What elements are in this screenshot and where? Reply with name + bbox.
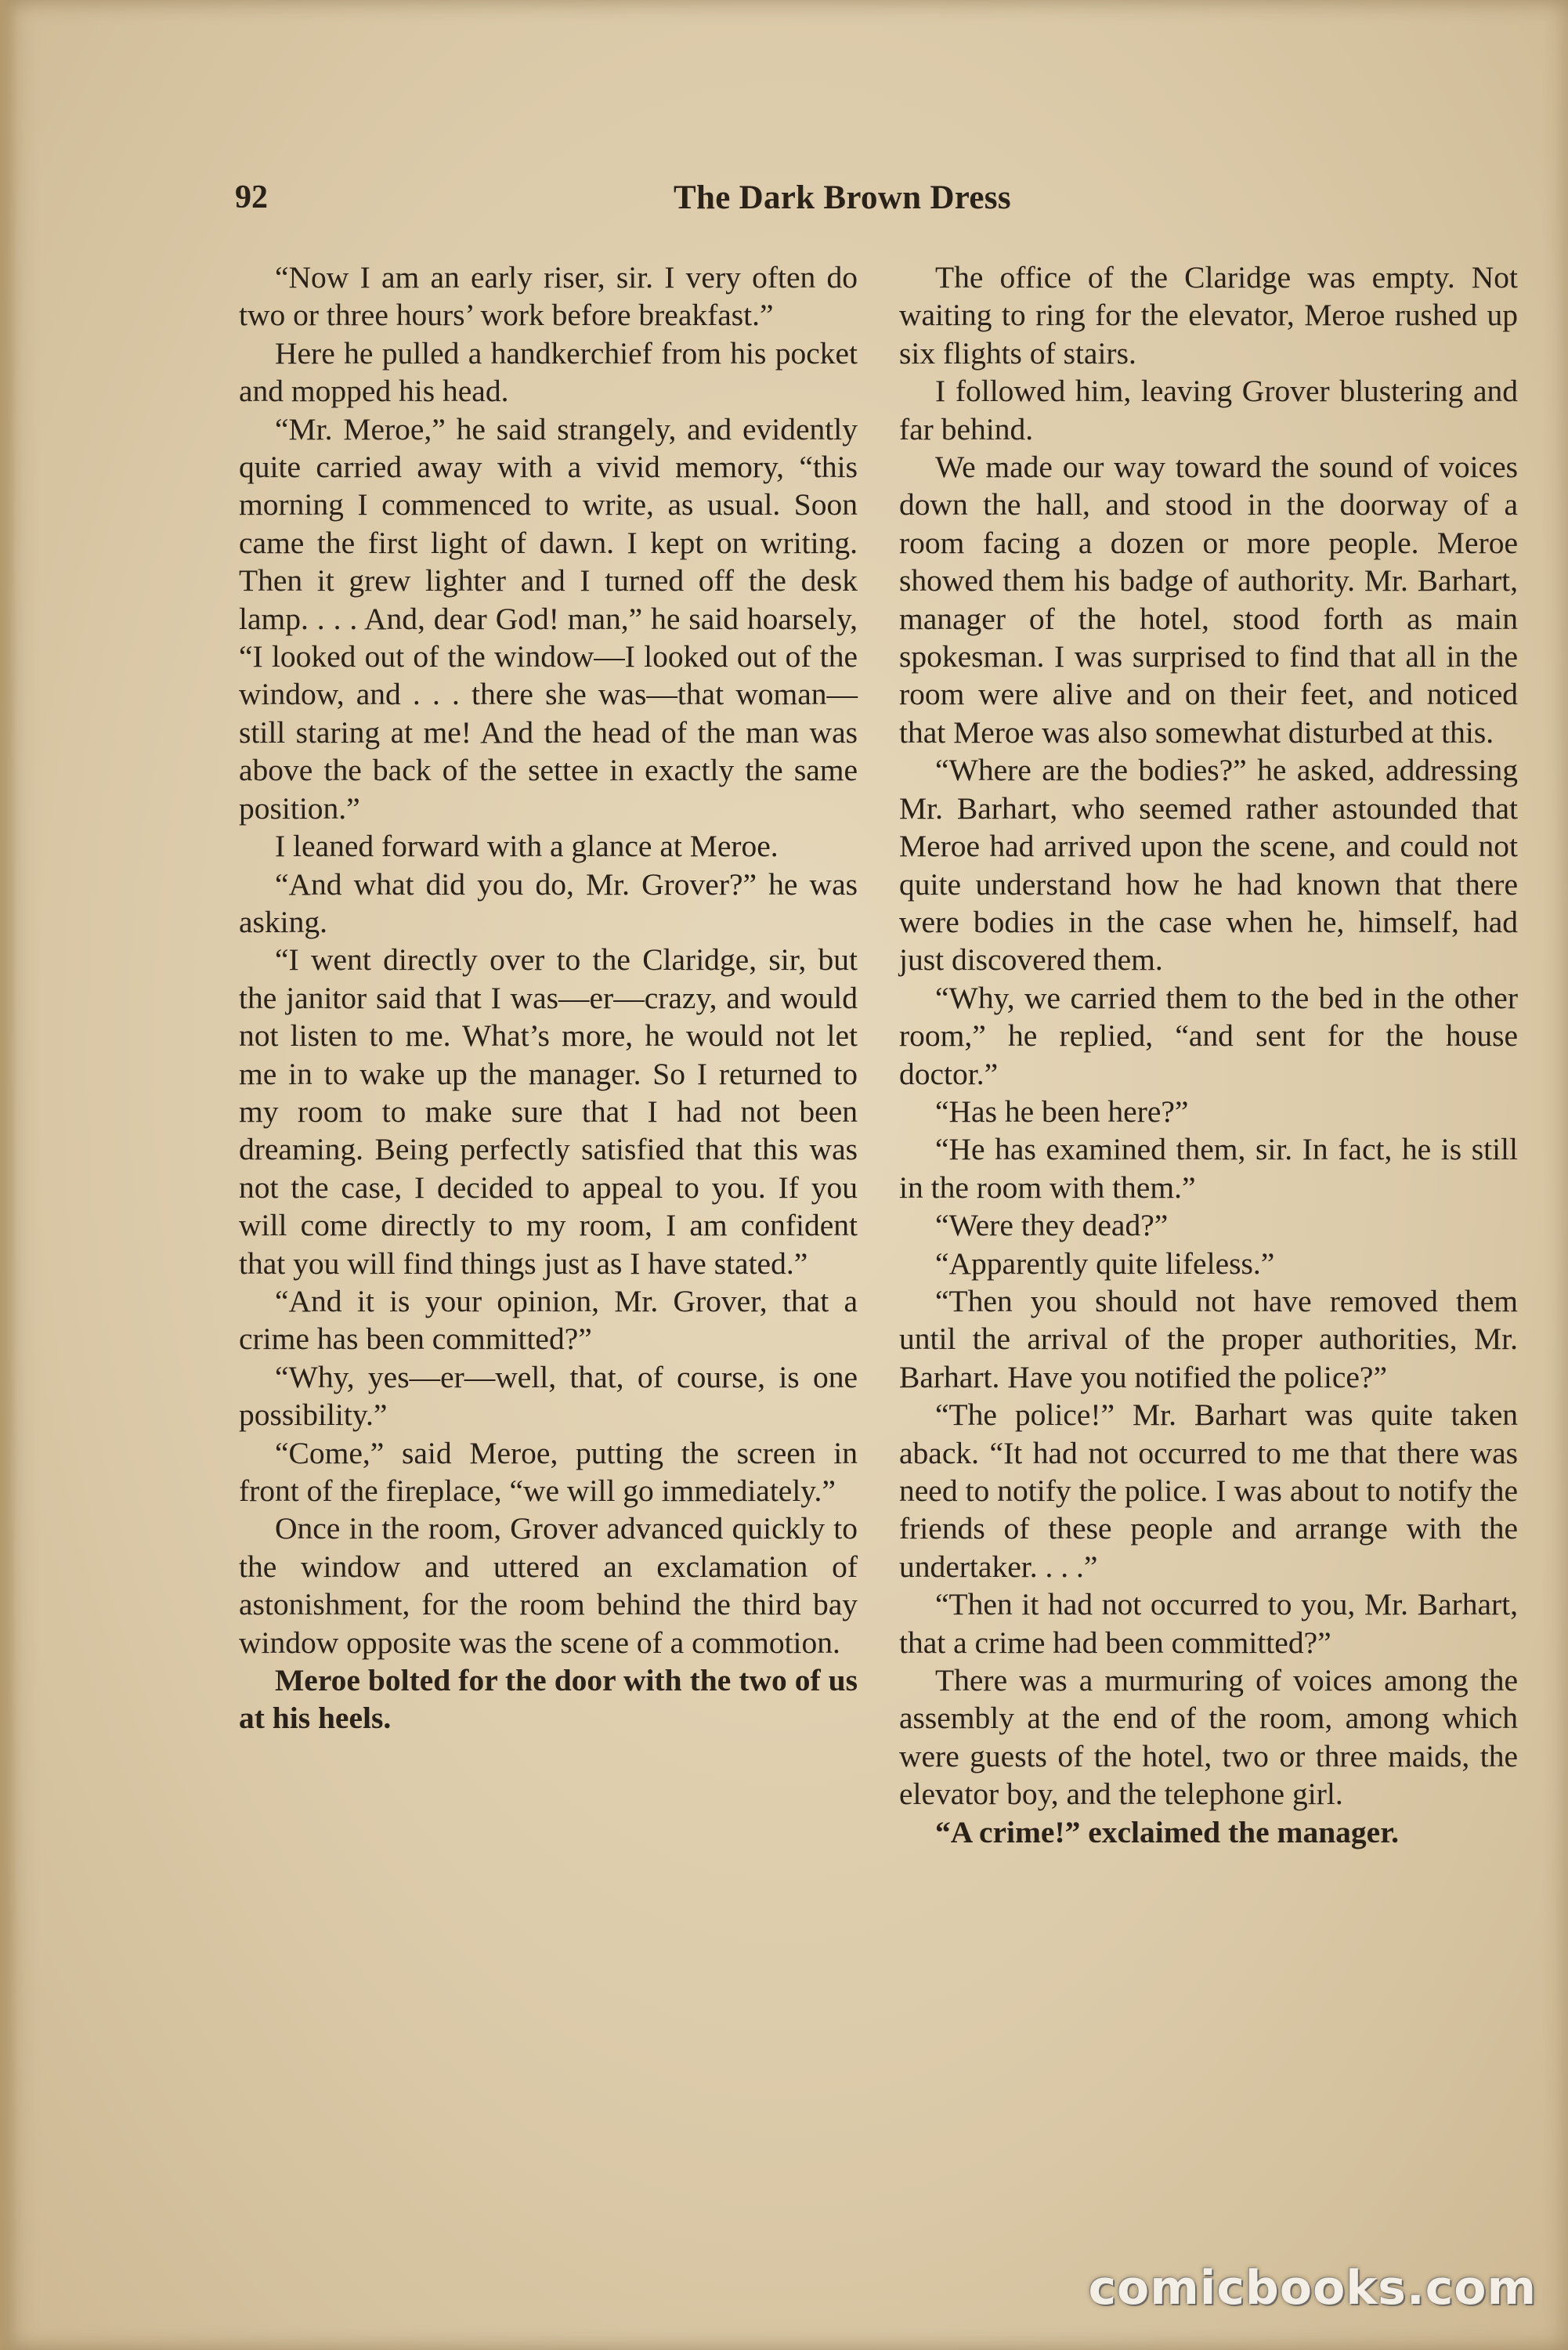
paragraph: “Come,” said Meroe, putting the screen in front of the fireplace, “we will go immediately.” [239,1435,858,1508]
paragraph: “And what did you do, Mr. Grover?” he was asking. [239,866,858,939]
paragraph: “Has he been here?” [935,1094,1189,1129]
paragraph: Here he pulled a handkerchief from his pocket and mopped his head. [239,335,858,409]
paragraph: “Why, yes—er—well, that, of course, is one possibility.” [239,1359,858,1433]
paragraph: “I went directly over to the Claridge, sir, but the janitor said that I was—er—crazy, and would not listen to me. What’s more, he would not let me in to wake up the manager. So I returned to my room to make sure that I had not been dreaming. Being perfectly satisfied that this was not the case, I decided to appeal to you. If you will come directly to my room, I am confident that you will find things just as I have stated.” [239,942,858,1281]
paragraph: “Mr. Meroe,” he said strangely, and evidently quite carried away with a vivid memory, “this morning I commenced to write, as usual. Soon came the first light of dawn. I kept on writing. Then it grew lighter and I turned off the desk lamp. . . . And, dear God! man,” he said hoarsely, “I looked out of the window—I looked out of the window, and . . . there she was—that woman—still staring at me! And the head of the man was above the back of the settee in exactly the same position.” [239,411,858,826]
page-number: 92 [235,179,268,215]
paragraph: “And it is your opinion, Mr. Grover, that a crime has been committed?” [239,1283,858,1357]
paragraph: “He has examined them, sir. In fact, he is still in the room with them.” [899,1132,1518,1205]
paragraph: I leaned forward with a glance at Meroe. [275,829,779,864]
running-title: The Dark Brown Dress [674,179,1011,216]
paragraph: “Were they dead?” [935,1208,1169,1243]
right-column [899,258,1518,1851]
paragraph: We made our way toward the sound of voices down the hall, and stood in the doorway of a room facing a dozen or more people. Meroe showed them his badge of authority. Mr. Barhart, manager of the hotel, stood forth as main spokesman. I was surprised to find that all in the room were alive and on their feet, and noticed that Meroe was also somewhat disturbed at this. [899,450,1518,750]
paragraph: There was a murmuring of voices among the assembly at the end of the room, among which were guests of the hotel, two or three maids, the elevator boy, and the telephone girl. [899,1663,1518,1812]
paragraph: “Then you should not have removed them until the arrival of the proper authorities, Mr. Barhart. Have you notified the police?” [899,1283,1518,1394]
left-column [239,258,858,1737]
paragraph: “Then it had not occurred to you, Mr. Barhart, that a crime had been committed?” [899,1587,1518,1660]
paragraph: Once in the room, Grover advanced quickly to the window and uttered an exclamation of astonishment, for the room behind the third bay window opposite was the scene of a commotion. [239,1511,858,1660]
paragraph: “The police!” Mr. Barhart was quite taken aback. “It had not occurred to me that there was need to notify the police. I was about to notify the friends of these people and arrange with the undertaker. . . .” [899,1397,1518,1584]
paragraph: “Where are the bodies?” he asked, addressing Mr. Barhart, who seemed rather astounded that Meroe had arrived upon the scene, and could not quite understand how he had known that there were bodies in the case when he, himself, had just discovered them. [899,753,1518,978]
paragraph: “Now I am an early riser, sir. I very often do two or three hours’ work before breakfast.” [239,260,858,333]
paragraph: Meroe bolted for the door with the two of us at his heels. [239,1663,858,1736]
page-header [235,179,1519,226]
paragraph: The office of the Claridge was empty. Not waiting to ring for the elevator, Meroe rushed up six flights of stairs. [899,260,1518,371]
paragraph: “A crime!” exclaimed the manager. [935,1814,1399,1849]
page-spine-shadow [0,0,17,2350]
watermark-logo: comicbooks.com [1088,2261,1537,2316]
paragraph: I followed him, leaving Grover blustering and far behind. [899,374,1518,446]
paragraph: “Apparently quite lifeless.” [935,1246,1275,1281]
paragraph: “Why, we carried them to the bed in the other room,” he replied, “and sent for the house doctor.” [899,980,1518,1091]
